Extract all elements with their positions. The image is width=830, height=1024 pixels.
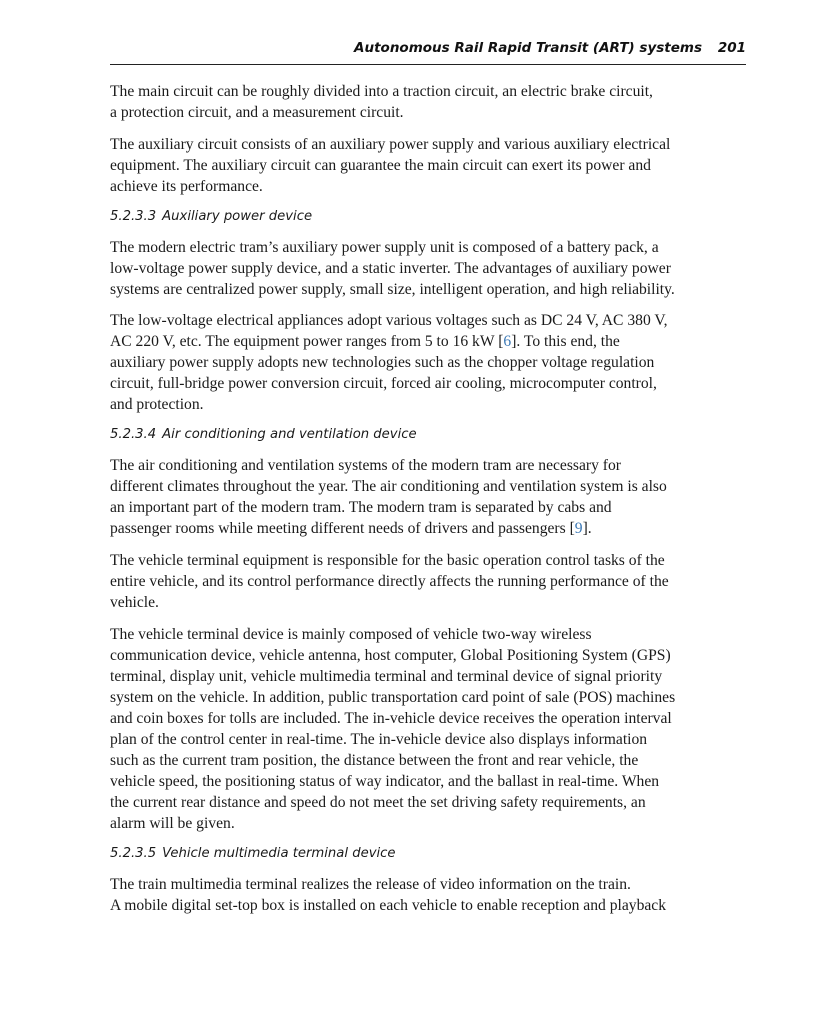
text-line: vehicle.: [110, 594, 159, 611]
body-text: [110, 81, 746, 916]
text-line: auxiliary power supply adopts new technologies such as the chopper voltage regulation: [110, 354, 655, 371]
text-line: The auxiliary circuit consists of an auxiliary power supply and various auxiliary electrical: [110, 136, 671, 153]
text-line: communication device, vehicle antenna, host computer, Global Positioning System (GPS): [110, 647, 671, 664]
page-number: 201: [717, 40, 746, 56]
paragraph-multimedia-terminal: [110, 874, 746, 916]
text-line: The train multimedia terminal realizes the release of video information on the train.: [110, 876, 631, 893]
text-line: alarm will be given.: [110, 815, 235, 832]
section-title: Auxiliary power device: [162, 209, 313, 224]
text-line: system on the vehicle. In addition, public transportation card point of sale (POS) machines: [110, 689, 676, 706]
paragraph-vehicle-terminal-device: [110, 624, 746, 834]
section-heading-5-2-3-4: [110, 424, 746, 445]
text-line: different climates throughout the year. The air conditioning and ventilation system is also: [110, 478, 667, 495]
text-line: and coin boxes for tolls are included. The in-vehicle device receives the operation interval: [110, 710, 672, 727]
paragraph-auxiliary-circuit: [110, 134, 746, 197]
text-line: terminal, display unit, vehicle multimedia terminal and terminal device of signal priority: [110, 668, 663, 685]
text-line: The air conditioning and ventilation systems of the modern tram are necessary for: [110, 457, 621, 474]
text-line: [110, 331, 746, 352]
paragraph-air-conditioning: [110, 455, 746, 539]
text-line: A mobile digital set-top box is installed on each vehicle to enable reception and playback: [110, 897, 667, 914]
text-line: The modern electric tram’s auxiliary power supply unit is composed of a battery pack, a: [110, 239, 659, 256]
text-line: plan of the control center in real-time. The in-vehicle device also displays information: [110, 731, 648, 748]
text-line: the current rear distance and speed do not meet the set driving safety requirements, an: [110, 794, 646, 811]
text-line: The vehicle terminal device is mainly composed of vehicle two-way wireless: [110, 626, 592, 643]
text-segment: ].: [582, 520, 592, 537]
paragraph-low-voltage: [110, 310, 746, 415]
citation-link[interactable]: 6: [503, 333, 512, 350]
text-line: The low-voltage electrical appliances adopt various voltages such as DC 24 V, AC 380 V,: [110, 312, 668, 329]
text-line: The main circuit can be roughly divided into a traction circuit, an electric brake circuit,: [110, 83, 653, 100]
text-line: The vehicle terminal equipment is responsible for the basic operation control tasks of the: [110, 552, 665, 569]
running-header-title: Autonomous Rail Rapid Transit (ART) systems: [354, 40, 702, 56]
text-segment: ]. To this end, the: [511, 333, 620, 350]
text-line: a protection circuit, and a measurement circuit.: [110, 104, 404, 121]
text-line: achieve its performance.: [110, 178, 263, 195]
text-line: entire vehicle, and its control performance directly affects the running performance of the: [110, 573, 669, 590]
text-segment: AC 220 V, etc. The equipment power ranges from 5 to 16 kW [: [110, 333, 504, 350]
running-header: [110, 38, 746, 65]
text-line: circuit, full-bridge power conversion circuit, forced air cooling, microcomputer control,: [110, 375, 657, 392]
page: [110, 38, 746, 916]
text-line: [110, 518, 746, 539]
text-line: vehicle speed, the positioning status of way indicator, and the ballast in real-time. When: [110, 773, 660, 790]
section-heading-5-2-3-5: [110, 843, 746, 864]
paragraph-main-circuit: [110, 81, 746, 123]
section-heading-5-2-3-3: [110, 206, 746, 227]
section-number: 5.2.3.3: [110, 209, 157, 224]
section-number: 5.2.3.5: [110, 846, 157, 861]
section-title: Vehicle multimedia terminal device: [162, 846, 396, 861]
section-title: Air conditioning and ventilation device: [162, 427, 417, 442]
text-line: systems are centralized power supply, small size, intelligent operation, and high reliability.: [110, 281, 675, 298]
text-line: equipment. The auxiliary circuit can guarantee the main circuit can exert its power and: [110, 157, 651, 174]
citation-link[interactable]: 9: [574, 520, 583, 537]
paragraph-vehicle-terminal-equipment: [110, 550, 746, 613]
text-line: low-voltage power supply device, and a static inverter. The advantages of auxiliary power: [110, 260, 671, 277]
text-line: such as the current tram position, the distance between the front and rear vehicle, the: [110, 752, 639, 769]
section-number: 5.2.3.4: [110, 427, 157, 442]
text-line: an important part of the modern tram. The modern tram is separated by cabs and: [110, 499, 612, 516]
paragraph-auxiliary-power-unit: [110, 237, 746, 300]
text-line: and protection.: [110, 396, 204, 413]
text-segment: passenger rooms while meeting different needs of drivers and passengers [: [110, 520, 575, 537]
